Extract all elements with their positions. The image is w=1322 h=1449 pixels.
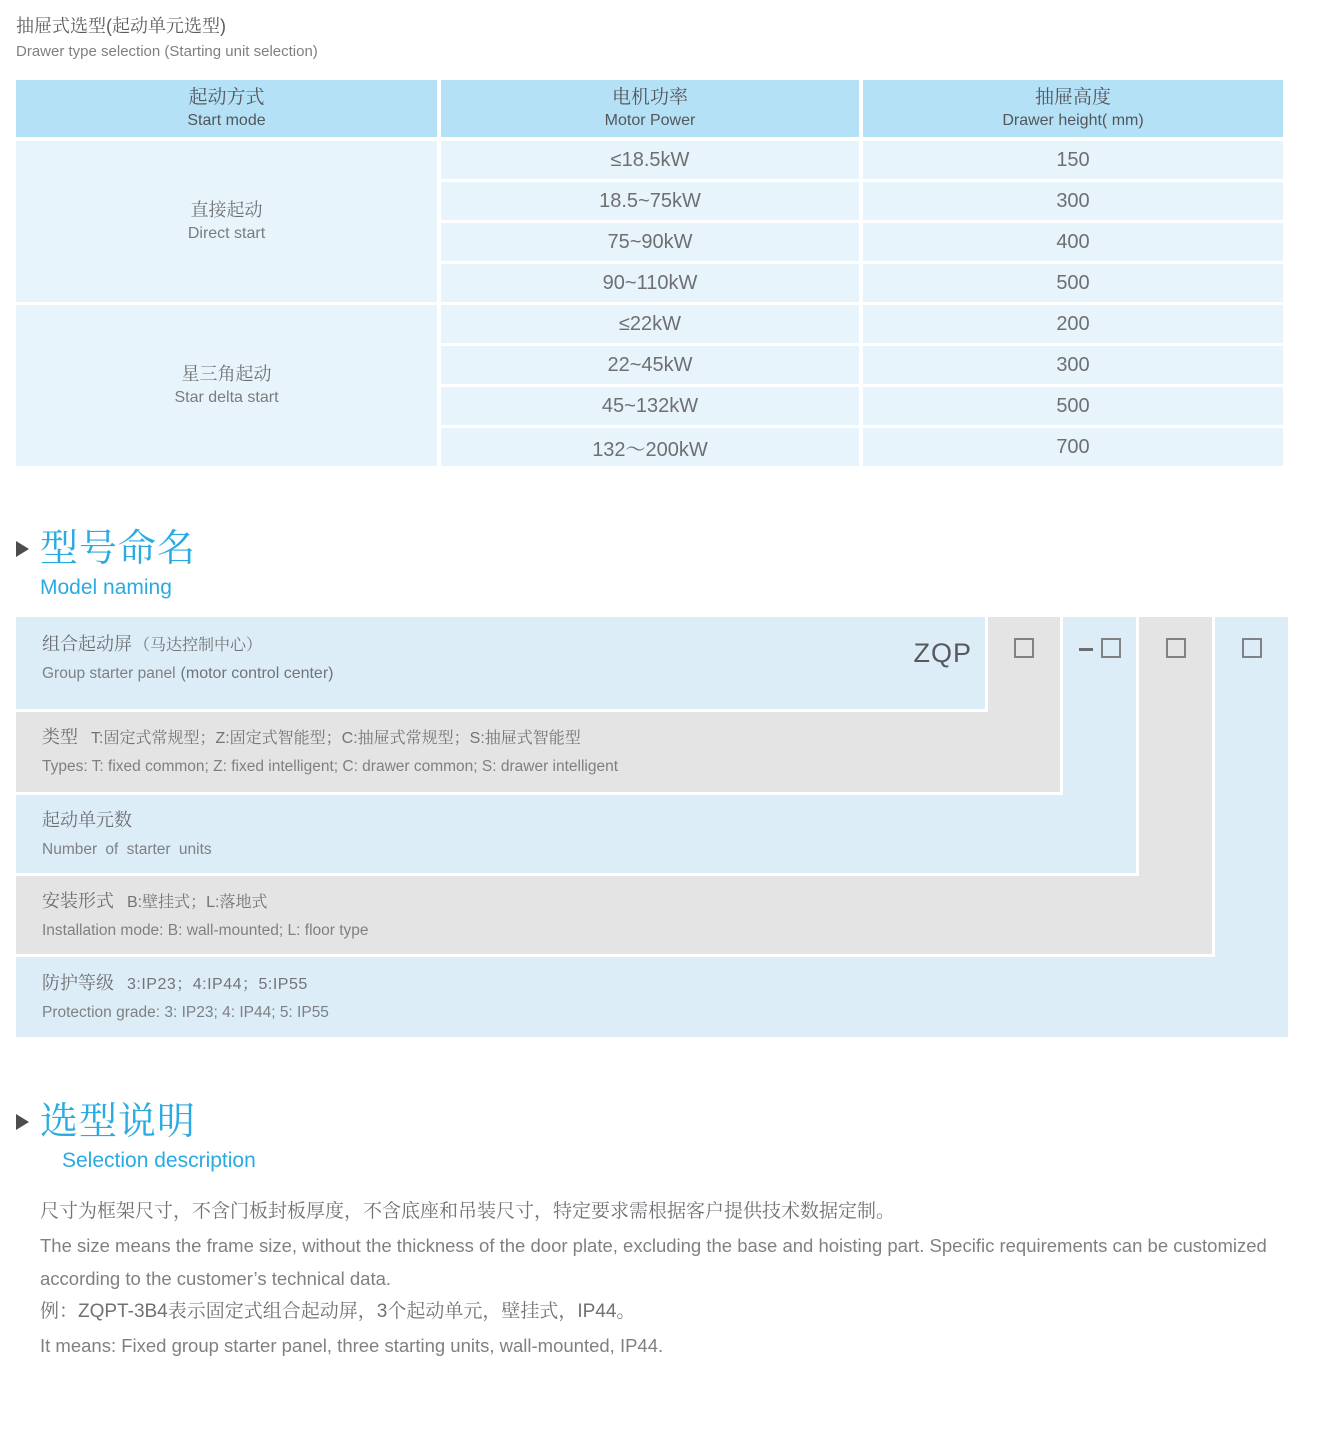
row4-en: Installation mode: B: wall-mounted; L: floor type: [42, 922, 369, 939]
row1-zh-label: 组合起动屏: [42, 634, 132, 654]
row3-en: Number of starter units: [42, 841, 212, 858]
model-naming-heading-en: Model naming: [40, 576, 172, 599]
model-naming-heading-zh: 型号命名: [40, 528, 197, 570]
model-code-box-protection: [1242, 638, 1262, 658]
row1-zh-sub: （马达控制中心）: [134, 637, 263, 654]
motor-power-cell: 132～200kW: [441, 428, 859, 466]
row4-zh-label: 安装形式: [42, 891, 114, 911]
selection-paragraph-1-zh: 尺寸为框架尺寸，不含门板封板厚度，不含底座和吊装尺寸，特定要求需根据客户提供技术数据定制。: [40, 1201, 896, 1222]
selection-heading-en: Selection description: [62, 1149, 256, 1172]
motor-power-cell: 75~90kW: [441, 223, 859, 261]
model-code-box-units: [1101, 638, 1121, 658]
selection-heading-zh: 选型说明: [40, 1101, 197, 1143]
model-naming-diagram: [0, 617, 1322, 1037]
model-row-type: [16, 712, 1060, 792]
selection-paragraph-1-en: The size means the frame size, without the thickness of the door plate, excluding the base and hoisting part. Specific requirements can be customized according to the customer’s technical data.: [40, 1235, 1267, 1289]
row1-en-sub: (motor control center): [180, 665, 334, 682]
triangle-bullet-icon: [16, 541, 29, 557]
motor-power-cell: 90~110kW: [441, 264, 859, 302]
start-mode-cell: 直接起动 Direct start: [16, 141, 437, 302]
model-row-group-starter-panel: [16, 617, 985, 709]
selection-paragraph-2-en: It means: Fixed group starter panel, three starting units, wall-mounted, IP44.: [40, 1335, 664, 1356]
drawer-height-cell: 500: [863, 387, 1283, 425]
drawer-height-cell: 150: [863, 141, 1283, 179]
motor-power-cell: 45~132kW: [441, 387, 859, 425]
motor-power-cell: ≤18.5kW: [441, 141, 859, 179]
drawer-height-cell: 400: [863, 223, 1283, 261]
motor-power-cell: 22~45kW: [441, 346, 859, 384]
motor-power-cell: ≤22kW: [441, 305, 859, 343]
section-heading-model-naming: [16, 528, 1322, 601]
motor-power-cell: 18.5~75kW: [441, 182, 859, 220]
doc-title-en: Drawer type selection (Starting unit selection): [16, 43, 318, 60]
drawer-height-cell: 700: [863, 428, 1283, 466]
section-heading-selection-description: [16, 1101, 1322, 1174]
model-code-box-installation: [1166, 638, 1186, 658]
doc-title-zh: 抽屉式选型(起动单元选型): [16, 16, 226, 36]
table-header-cell: 电机功率 Motor Power: [441, 80, 859, 137]
triangle-bullet-icon: [16, 1114, 29, 1130]
row5-zh-options: 3:IP23；4:IP44；5:IP55: [127, 976, 308, 993]
start-mode-cell: 星三角起动 Star delta start: [16, 305, 437, 466]
selection-description-text: [40, 1195, 1290, 1362]
drawer-height-cell: 500: [863, 264, 1283, 302]
drawer-height-cell: 300: [863, 182, 1283, 220]
dash-icon: [1079, 648, 1093, 651]
table-header-cell: 起动方式 Start mode: [16, 80, 437, 137]
doc-title: [16, 13, 1322, 63]
table-header-cell: 抽屉高度 Drawer height( mm): [863, 80, 1283, 137]
row2-en: Types: T: fixed common; Z: fixed intelligent; C: drawer common; S: drawer intelligent: [42, 758, 619, 775]
model-row-installation-mode: [16, 876, 1212, 954]
drawer-height-cell: 300: [863, 346, 1283, 384]
model-row-protection-grade: [16, 957, 1288, 1037]
row4-zh-options: B:壁挂式；L:落地式: [127, 894, 268, 911]
table-body: [16, 141, 1283, 466]
drawer-height-cell: 200: [863, 305, 1283, 343]
table-header-row: [16, 80, 1283, 137]
row2-zh-label: 类型: [42, 727, 78, 747]
model-row-starter-units: [16, 795, 1136, 873]
row2-zh-options: T:固定式常规型；Z:固定式智能型；C:抽屉式常规型；S:抽屉式智能型: [91, 730, 581, 747]
row1-en-label: Group starter panel: [42, 665, 176, 682]
selection-paragraph-2-zh: 例：ZQPT-3B4表示固定式组合起动屏，3个起动单元，壁挂式，IP44。: [40, 1301, 636, 1322]
model-code-box-type: [1014, 638, 1034, 658]
row5-en: Protection grade: 3: IP23; 4: IP44; 5: IP55: [42, 1004, 329, 1021]
model-prefix: ZQP: [913, 638, 972, 668]
row5-zh-label: 防护等级: [42, 973, 114, 993]
drawer-selection-table: [16, 80, 1283, 466]
row3-zh-label: 起动单元数: [42, 810, 132, 830]
